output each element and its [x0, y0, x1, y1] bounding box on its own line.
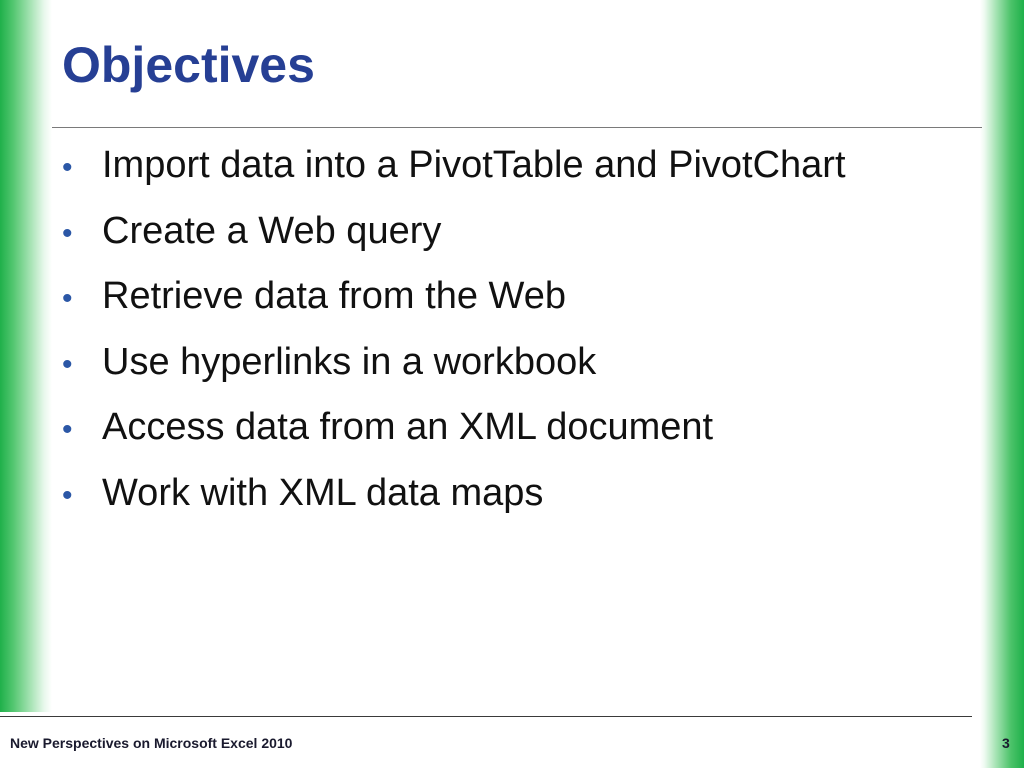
bullet-icon: • [62, 282, 73, 315]
left-green-gradient-band [0, 0, 52, 712]
bullet-icon: • [62, 413, 73, 446]
list-item [60, 406, 846, 472]
bullet-text: Retrieve data from the Web [102, 275, 566, 317]
list-item [60, 341, 846, 407]
title-divider [52, 127, 982, 128]
bullet-icon: • [62, 478, 73, 512]
bullet-text: Access data from an XML document [102, 406, 714, 448]
bullet-text: Work with XML data maps [102, 471, 544, 514]
bullet-text: Create a Web query [102, 209, 442, 252]
list-item [60, 472, 846, 538]
slide-title: Objectives [62, 37, 315, 93]
footer-divider [0, 716, 972, 717]
bullet-text: Import data into a PivotTable and PivotChart [102, 144, 846, 186]
page-number: 3 [1002, 735, 1010, 751]
footer-text: New Perspectives on Microsoft Excel 2010 [10, 735, 293, 751]
bullet-icon: • [62, 151, 73, 184]
list-item [60, 275, 846, 341]
objectives-list [60, 144, 846, 537]
list-item [60, 144, 846, 210]
bullet-icon: • [62, 347, 73, 381]
bullet-icon: • [62, 216, 73, 250]
right-green-gradient-band [980, 0, 1024, 768]
list-item [60, 210, 846, 276]
bullet-text: Use hyperlinks in a workbook [102, 340, 597, 383]
